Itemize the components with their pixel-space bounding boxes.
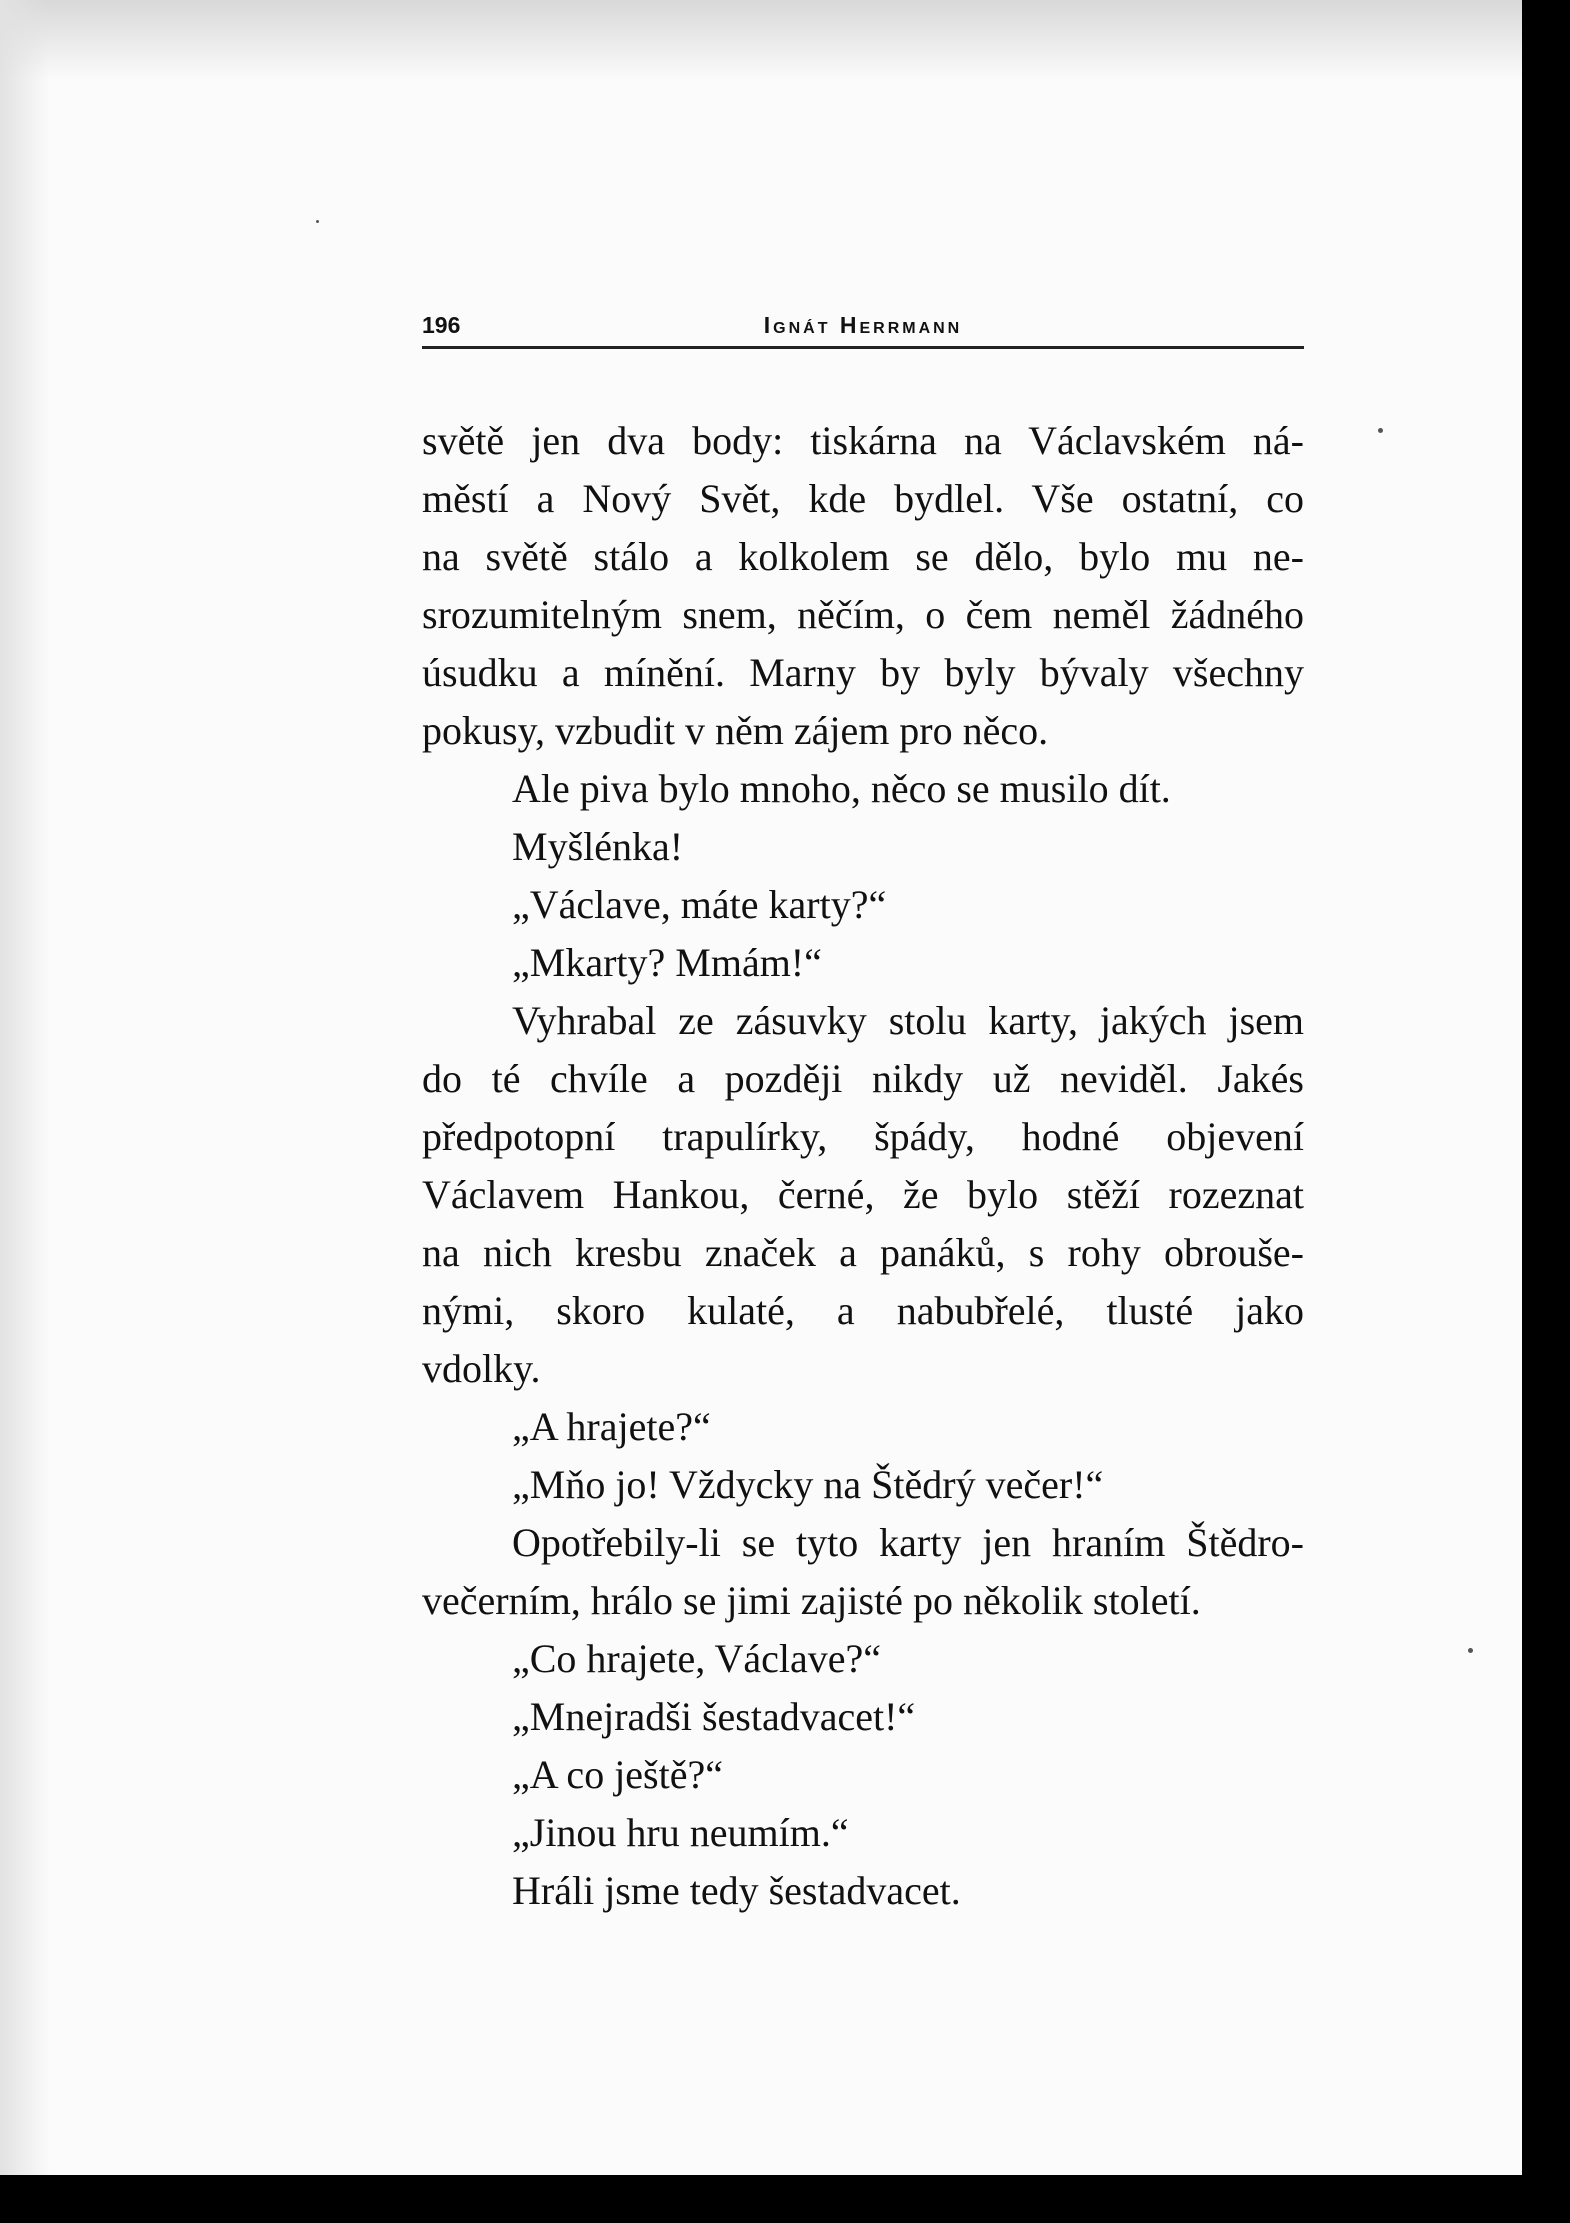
running-head: Ignát Herrmann	[763, 312, 963, 338]
text-line: Hráli jsme tedy šestadvacet.	[512, 1868, 961, 1913]
paragraph	[422, 760, 1304, 818]
paragraph	[422, 876, 1304, 934]
text-line: večerním, hrálo se jimi zajisté po několik století.	[422, 1578, 1201, 1623]
text-line: Ale piva bylo mnoho, něco se musilo dít.	[512, 766, 1171, 811]
text-line: „Mňo jo! Vždycky na Štědrý večer!“	[512, 1462, 1104, 1507]
margin-speck	[1468, 1648, 1473, 1653]
paragraph	[422, 1862, 1304, 1920]
text-line: srozumitelným snem, něčím, o čem neměl žádného	[422, 592, 1304, 637]
text-line: městí a Nový Svět, kde bydlel. Vše ostatní, co	[422, 476, 1304, 521]
paragraph	[422, 1746, 1304, 1804]
text-line: „Jinou hru neumím.“	[512, 1810, 849, 1855]
text-line: „Co hrajete, Václave?“	[512, 1636, 882, 1681]
text-line: úsudku a mínění. Marny by byly bývaly všechny	[422, 650, 1304, 695]
paragraph	[422, 818, 1304, 876]
paragraph	[422, 934, 1304, 992]
text-line: do té chvíle a později nikdy už neviděl. Jakés	[422, 1056, 1304, 1101]
margin-speck	[1378, 428, 1383, 433]
paragraph	[422, 1398, 1304, 1456]
text-line: vdolky.	[422, 1346, 541, 1391]
text-line: „A hrajete?“	[512, 1404, 711, 1449]
page-number: 196	[422, 312, 461, 338]
text-line: Václavem Hankou, černé, že bylo stěží rozeznat	[422, 1172, 1304, 1217]
text-line: Opotřebily-li se tyto karty jen hraním Štědro-	[512, 1520, 1304, 1565]
text-line: světě jen dva body: tiskárna na Václavském ná-	[422, 418, 1304, 463]
text-line: „A co ještě?“	[512, 1752, 723, 1797]
text-line: Vyhrabal ze zásuvky stolu karty, jakých jsem	[512, 998, 1304, 1043]
text-line: „Václave, máte karty?“	[512, 882, 887, 927]
text-line: pokusy, vzbudit v něm zájem pro něco.	[422, 708, 1049, 753]
body-text	[422, 412, 1304, 1920]
paragraph	[422, 1630, 1304, 1688]
page-header	[422, 310, 1304, 349]
margin-speck	[316, 220, 319, 223]
paragraph	[422, 1804, 1304, 1862]
paragraph	[422, 1514, 1304, 1630]
text-line: „Mkarty? Mmám!“	[512, 940, 822, 985]
paragraph	[422, 1456, 1304, 1514]
text-line: předpotopní trapulírky, špády, hodné objevení	[422, 1114, 1304, 1159]
paragraph	[422, 1688, 1304, 1746]
paragraph	[422, 412, 1304, 760]
text-line: na nich kresbu značek a panáků, s rohy obrouše-	[422, 1230, 1304, 1275]
text-line: Myšlénka!	[512, 824, 684, 869]
text-line: „Mnejradši šestadvacet!“	[512, 1694, 916, 1739]
text-line: na světě stálo a kolkolem se dělo, bylo mu ne-	[422, 534, 1304, 579]
paragraph	[422, 992, 1304, 1398]
text-line: nými, skoro kulaté, a nabubřelé, tlusté jako	[422, 1288, 1304, 1333]
